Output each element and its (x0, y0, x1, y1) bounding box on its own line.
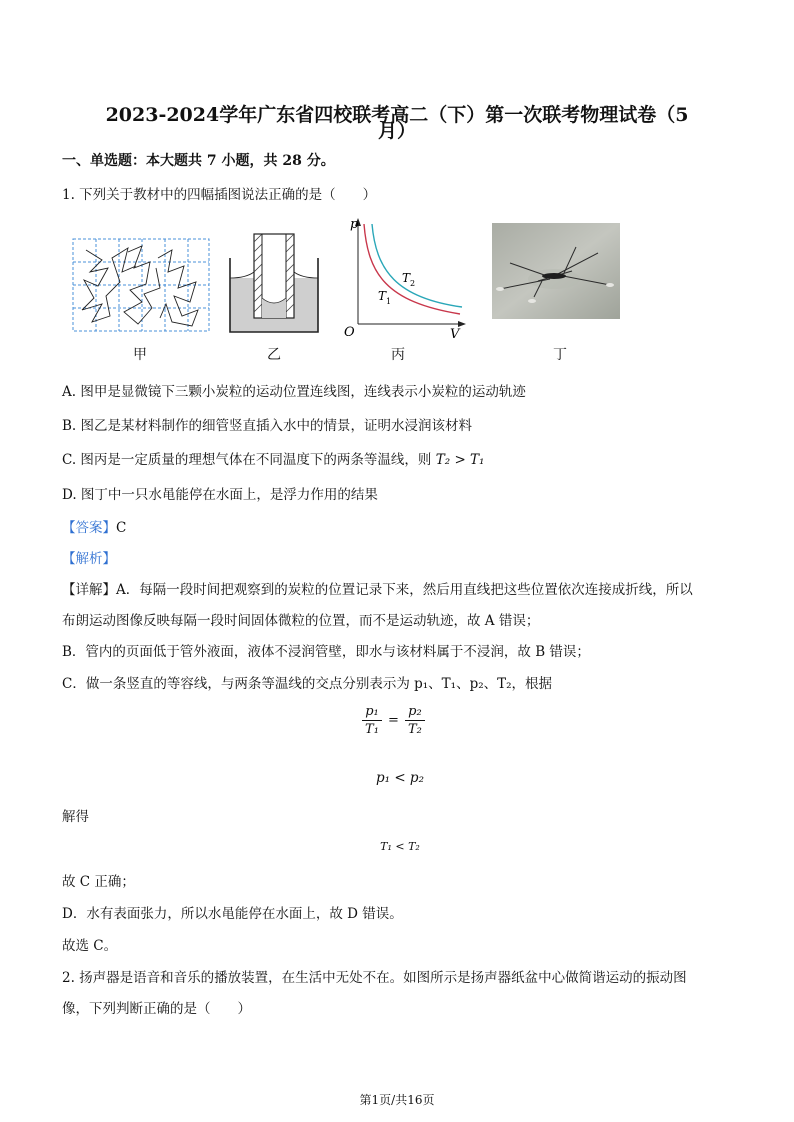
fraction-right-num: p₂ (408, 704, 422, 719)
analysis-a-line1 (62, 578, 693, 598)
answer-row (62, 516, 126, 536)
fraction-left (362, 704, 382, 737)
analysis-c-line: C．做一条竖直的等容线，与两条等温线的交点分别表示为 p₁、T₁、p₂、T₂，根据 (62, 676, 553, 692)
page-title-line1: 2023-2024学年广东省四校联考高二（下）第一次联考物理试卷（5 (105, 104, 689, 126)
caption-yi: 乙 (267, 347, 281, 363)
water-strider-photo (492, 223, 620, 319)
analysis-b-line: B．管内的页面低于管外液面，液体不浸润管壁，即水与该材料属于不浸润，故 B 错误； (62, 644, 590, 660)
analysis-final: 故选 C。 (62, 938, 118, 954)
origin-label: O (344, 325, 355, 340)
equation-ratio (362, 704, 425, 737)
page-number: 第1页/共16页 (359, 1093, 435, 1107)
analysis-a-text: A．每隔一段时间把观察到的炭粒的位置记录下来，然后用直线把这些位置依次连接成折线，所以 (116, 582, 693, 598)
label-t2-sub: 2 (410, 279, 416, 288)
equation-pressure: p₁ < p₂ (375, 770, 424, 786)
section-heading: 一、单选题：本大题共 7 小题，共 28 分。 (62, 153, 335, 169)
analysis-tag: 【解析】 (62, 551, 116, 567)
label-t1: T (378, 289, 387, 303)
option-c-math: T₂ > T₁ (435, 452, 485, 468)
figure-bing (338, 214, 468, 344)
caption-jia: 甲 (133, 347, 147, 363)
answer-tag: 【答案】 (62, 520, 116, 536)
option-d: D. 图丁中一只水黾能停在水面上，是浮力作用的结果 (62, 487, 378, 503)
question-1-stem: 1. 下列关于教材中的四幅插图说法正确的是（ ） (62, 187, 377, 203)
page-title-line2: 月） (377, 120, 416, 142)
label-t1-sub: 1 (386, 297, 392, 306)
caption-ding: 丁 (553, 347, 567, 363)
fraction-right (405, 704, 425, 737)
equals-sign: = (388, 713, 399, 728)
equation-temperature: T₁ < T₂ (380, 840, 420, 853)
axis-label-p: p (350, 217, 359, 232)
fraction-right-den: T₂ (407, 722, 422, 737)
pv-isotherm-graph (338, 214, 468, 340)
fraction-left-num: p₁ (365, 704, 379, 719)
fraction-left-den: T₁ (365, 722, 379, 737)
axis-label-v: V (450, 327, 460, 340)
question-2-line2: 像，下列判断正确的是（ ） (62, 1001, 251, 1017)
caption-bing: 丙 (391, 347, 405, 363)
analysis-c-conclusion: 故 C 正确； (62, 874, 135, 890)
question-2-line1: 2. 扬声器是语音和音乐的播放装置，在生活中无处不在。如图所示是扬声器纸盆中心做简谐运动的振动图 (62, 970, 687, 986)
label-t2: T (402, 271, 411, 285)
solve-text: 解得 (62, 809, 89, 825)
analysis-a-line2: 布朗运动图像反映每隔一段时间固体微粒的位置，而不是运动轨迹，故 A 错误； (62, 613, 540, 629)
brownian-motion-diagram (72, 238, 212, 334)
option-a: A. 图甲是显微镜下三颗小炭粒的运动位置连线图，连线表示小炭粒的运动轨迹 (62, 384, 526, 400)
analysis-d-line: D．水有表面张力，所以水黾能停在水面上，故 D 错误。 (62, 906, 403, 922)
capillary-tube-diagram (226, 228, 322, 336)
answer-value: C (116, 520, 127, 536)
option-c (62, 448, 484, 468)
figure-jia (72, 238, 212, 338)
detail-tag: 【详解】 (62, 582, 116, 598)
figure-yi (226, 228, 322, 340)
option-b: B. 图乙是某材料制作的细管竖直插入水中的情景，证明水浸润该材料 (62, 418, 473, 434)
option-c-text: C. 图丙是一定质量的理想气体在不同温度下的两条等温线，则 (62, 452, 432, 468)
figure-ding (492, 223, 620, 323)
